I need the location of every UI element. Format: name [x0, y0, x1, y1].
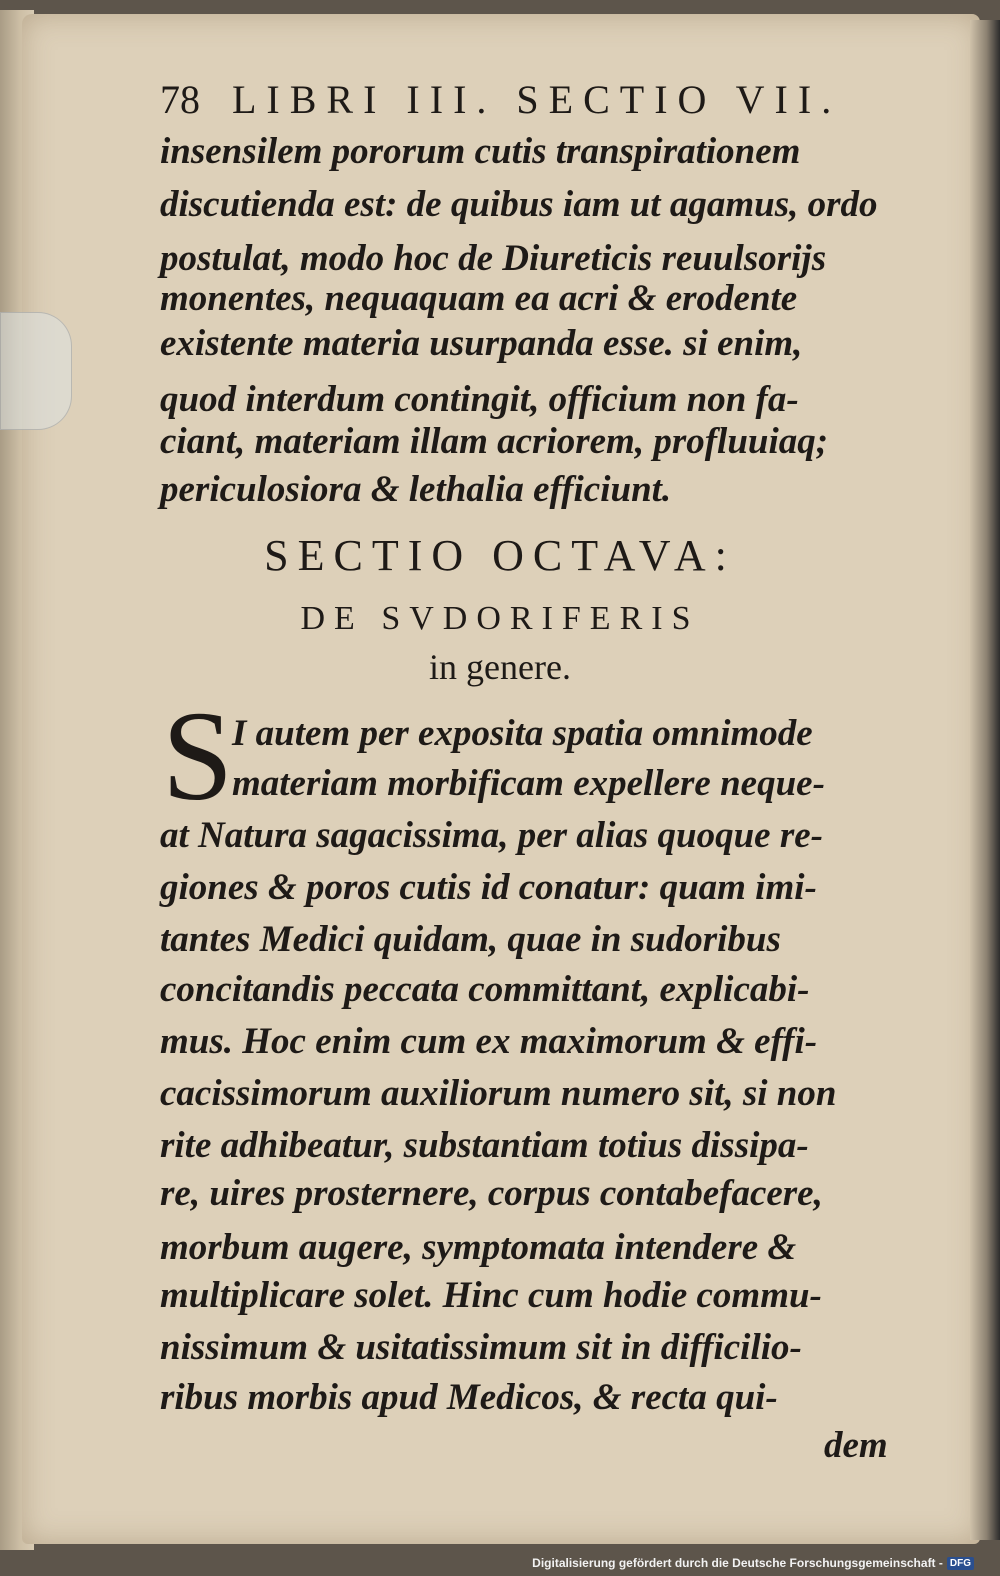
text-line: monentes, nequaquam ea acri & erodente [160, 278, 798, 319]
credit-text: Digitalisierung gefördert durch die Deutsche Forschungsgemeinschaft - [532, 1556, 943, 1570]
text-line: tantes Medici quidam, quae in sudoribus [160, 919, 781, 960]
page-number: 78 [160, 77, 200, 122]
section-subtitle-2: in genere. [429, 647, 571, 687]
text-line: morbum augere, symptomata intendere & [160, 1227, 797, 1268]
text-line: ribus morbis apud Medicos, & recta qui- [160, 1377, 778, 1418]
drop-cap: S [162, 685, 234, 827]
text-line: at Natura sagacissima, per alias quoque re- [160, 815, 823, 856]
text-line: rite adhibeatur, substantiam totius dissipa- [160, 1125, 809, 1166]
text-line: mus. Hoc enim cum ex maximorum & effi- [160, 1021, 818, 1062]
text-line: existente materia usurpanda esse. si enim, [160, 323, 803, 364]
page-clip [0, 312, 72, 430]
text-line: re, uires prosternere, corpus contabefacere, [160, 1173, 823, 1214]
text-line: discutienda est: de quibus iam ut agamus, ordo [160, 184, 878, 225]
section-title: SECTIO OCTAVA: [264, 531, 736, 580]
text-line: concitandis peccata committant, explicabi- [160, 969, 810, 1010]
text-line: cacissimorum auxiliorum numero sit, si non [160, 1073, 837, 1114]
text-line: materiam morbificam expellere neque- [232, 763, 825, 804]
text-line: multiplicare solet. Hinc cum hodie commu- [160, 1275, 822, 1316]
text-line: quod interdum contingit, officium non fa- [160, 379, 799, 420]
text-line: giones & poros cutis id conatur: quam imi- [160, 867, 817, 908]
text-line: nissimum & usitatissimum sit in difficilio- [160, 1327, 802, 1368]
digitization-credit [532, 1553, 974, 1573]
catchword: dem [824, 1425, 888, 1466]
text-line: ciant, materiam illam acriorem, profluuiaq; [160, 421, 829, 462]
section-subtitle: DE SVDORIFERIS [300, 600, 700, 637]
text-line: periculosiora & lethalia efficiunt. [160, 469, 672, 510]
text-line: insensilem pororum cutis transpirationem [160, 131, 801, 172]
text-line: postulat, modo hoc de Diureticis reuulsorijs [160, 238, 827, 279]
text-line: I autem per exposita spatia omnimode [232, 713, 813, 754]
dfg-logo: DFG [947, 1557, 974, 1570]
running-header [160, 76, 860, 126]
running-title: LIBRI III. SECTIO VII. [232, 77, 842, 122]
